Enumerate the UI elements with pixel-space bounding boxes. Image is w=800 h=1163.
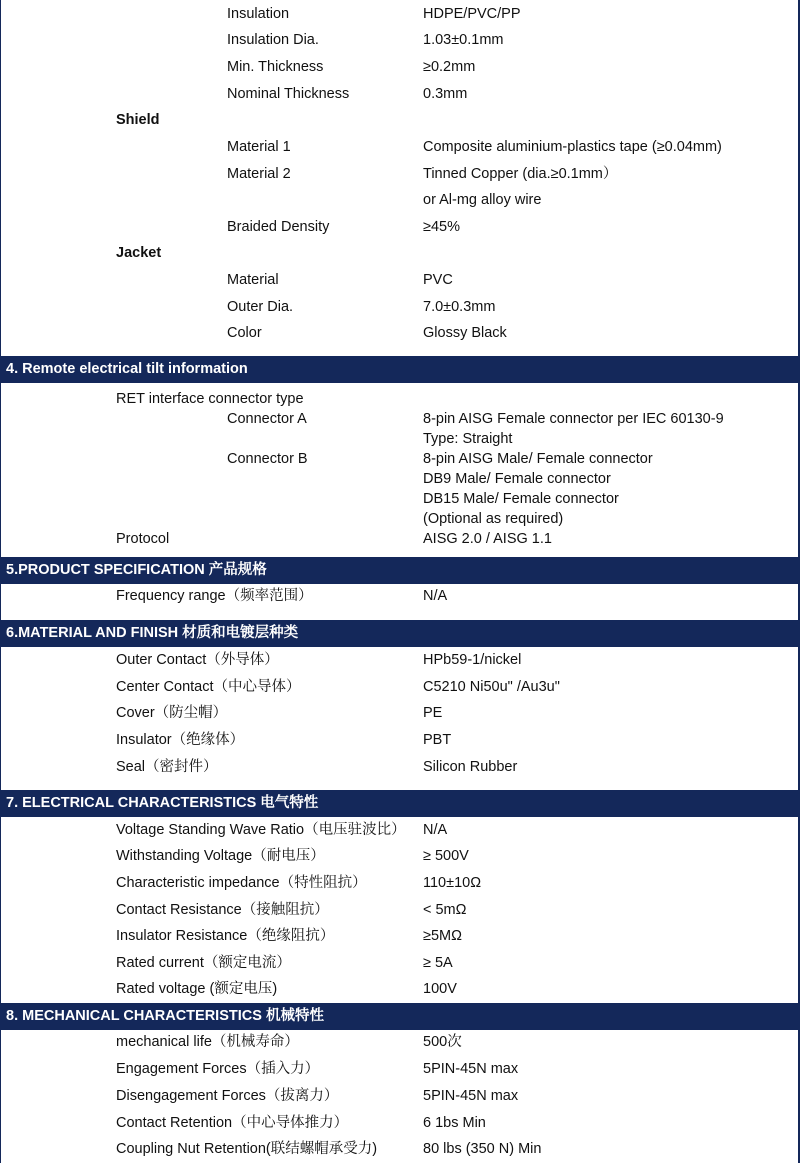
spec-row-impedance (0, 873, 800, 893)
ret-connector-b-row-2 (0, 469, 800, 489)
spec-label: mechanical life（机械寿命） (116, 1034, 299, 1050)
ret-connector-b-row (0, 449, 800, 469)
spec-value: ≥45% (423, 219, 460, 235)
ret-connector-b-row-3 (0, 489, 800, 509)
section-title: 8. MECHANICAL CHARACTERISTICS 机械特性 (6, 1008, 324, 1024)
section-title: 4. Remote electrical tilt information (6, 361, 248, 377)
spec-label: Insulation (227, 6, 290, 22)
spec-value: ≥5MΩ (423, 928, 462, 944)
spec-row-nominal-thickness (0, 84, 800, 104)
section-title: 6.MATERIAL AND FINISH 材质和电镀层种类 (6, 625, 299, 641)
spec-value: N/A (423, 588, 448, 604)
spec-row-min-thickness (0, 57, 800, 77)
spec-value: 1.03±0.1mm (423, 32, 504, 48)
ret-connector-a-row (0, 409, 800, 429)
spec-row-mechanical-life (0, 1032, 800, 1052)
spec-value: Silicon Rubber (423, 759, 518, 775)
spec-value: ≥ 5A (423, 955, 453, 971)
ret-interface-label: RET interface connector type (116, 391, 304, 407)
spec-value: 0.3mm (423, 86, 468, 102)
spec-value: PBT (423, 732, 452, 748)
connector-b-label: Connector B (227, 451, 308, 467)
spec-value: PE (423, 705, 443, 721)
spec-row-shield-material-2 (0, 164, 800, 184)
spec-label: Nominal Thickness (227, 86, 350, 102)
spec-label: Cover（防尘帽） (116, 705, 228, 721)
section-header-ret (0, 356, 800, 383)
jacket-heading: Jacket (116, 245, 162, 261)
spec-value: 6 1bs Min (423, 1115, 486, 1131)
connector-a-line: 8-pin AISG Female connector per IEC 60130-9 (423, 411, 724, 427)
spec-label: Material 1 (227, 139, 291, 155)
spec-value: or Al-mg alloy wire (423, 192, 542, 208)
ret-protocol-row (0, 529, 800, 549)
spec-value: C5210 Ni50u" /Au3u" (423, 679, 560, 695)
spec-value: Glossy Black (423, 325, 507, 341)
connector-b-line: DB15 Male/ Female connector (423, 491, 619, 507)
spec-row-frequency-range (0, 586, 800, 606)
ret-connector-b-row-4 (0, 509, 800, 529)
spec-row-insulator-resistance (0, 926, 800, 946)
spec-label: Characteristic impedance（特性阻抗） (116, 875, 367, 891)
shield-heading-row (0, 110, 800, 130)
spec-label: Material (227, 272, 279, 288)
spec-label: Frequency range（频率范围） (116, 588, 313, 604)
spec-label: Insulator（绝缘体） (116, 732, 245, 748)
spec-row-insulation (0, 4, 800, 24)
spec-value: 5PIN-45N max (423, 1088, 519, 1104)
protocol-label: Protocol (116, 531, 170, 547)
spec-label: Contact Resistance（接触阻抗） (116, 902, 329, 918)
spec-row-shield-material-1 (0, 137, 800, 157)
spec-row-contact-resistance (0, 900, 800, 920)
spec-row-center-contact (0, 677, 800, 697)
spec-row-withstanding-voltage (0, 846, 800, 866)
spec-label: Rated current（额定电流） (116, 955, 291, 971)
spec-label: Contact Retention（中心导体推力） (116, 1115, 349, 1131)
spec-value: N/A (423, 822, 448, 838)
spec-row-outer-contact (0, 650, 800, 670)
connector-b-line: (Optional as required) (423, 511, 564, 527)
section-header-product (0, 557, 800, 584)
spec-value: ≥ 500V (423, 848, 469, 864)
spec-row-seal (0, 757, 800, 777)
shield-heading: Shield (116, 112, 160, 128)
spec-value: < 5mΩ (423, 902, 467, 918)
spec-row-rated-current (0, 953, 800, 973)
spec-label: Center Contact（中心导体） (116, 679, 301, 695)
spec-value: 110±10Ω (423, 875, 482, 891)
spec-label: Withstanding Voltage（耐电压） (116, 848, 325, 864)
spec-value: HPb59-1/nickel (423, 652, 522, 668)
spec-label: Voltage Standing Wave Ratio（电压驻波比） (116, 822, 406, 838)
spec-label: Outer Dia. (227, 299, 294, 315)
ret-interface-row (0, 389, 800, 409)
spec-label: Insulation Dia. (227, 32, 319, 48)
spec-label: Color (227, 325, 262, 341)
spec-row-insulation-dia (0, 30, 800, 50)
spec-label: Engagement Forces（插入力） (116, 1061, 320, 1077)
spec-value: PVC (423, 272, 453, 288)
spec-row-engagement-forces (0, 1059, 800, 1079)
connector-b-line: 8-pin AISG Male/ Female connector (423, 451, 653, 467)
section-title: 7. ELECTRICAL CHARACTERISTICS 电气特性 (6, 795, 319, 811)
spec-row-shield-material-2-alt (0, 190, 800, 210)
spec-value: ≥0.2mm (423, 59, 476, 75)
spec-row-cover (0, 703, 800, 723)
connector-a-line: Type: Straight (423, 431, 513, 447)
spec-label: Braided Density (227, 219, 330, 235)
spec-row-rated-voltage (0, 979, 800, 999)
spec-value: 5PIN-45N max (423, 1061, 519, 1077)
spec-value: 80 lbs (350 N) Min (423, 1141, 542, 1157)
section-header-electrical (0, 790, 800, 817)
spec-row-jacket-outer-dia (0, 297, 800, 317)
spec-row-insulator (0, 730, 800, 750)
spec-value: Tinned Copper (dia.≥0.1mm） (423, 166, 618, 182)
spec-row-jacket-color (0, 323, 800, 343)
section-header-material (0, 620, 800, 647)
section-title: 5.PRODUCT SPECIFICATION 产品规格 (6, 562, 267, 578)
spec-label: Insulator Resistance（绝缘阻抗） (116, 928, 335, 944)
spec-label: Coupling Nut Retention(联结螺帽承受力) (116, 1141, 378, 1157)
spec-row-contact-retention (0, 1113, 800, 1133)
section-header-mechanical (0, 1003, 800, 1030)
spec-label: Min. Thickness (227, 59, 324, 75)
jacket-heading-row (0, 243, 800, 263)
spec-row-braided-density (0, 217, 800, 237)
protocol-value: AISG 2.0 / AISG 1.1 (423, 531, 552, 547)
spec-label: Rated voltage (额定电压) (116, 981, 278, 997)
spec-row-disengagement-forces (0, 1086, 800, 1106)
spec-value: 7.0±0.3mm (423, 299, 496, 315)
spec-value: 500次 (423, 1034, 462, 1050)
connector-b-line: DB9 Male/ Female connector (423, 471, 611, 487)
spec-label: Disengagement Forces（拔离力） (116, 1088, 339, 1104)
spec-label: Seal（密封件） (116, 759, 218, 775)
connector-a-label: Connector A (227, 411, 307, 427)
spec-row-coupling-nut-retention (0, 1139, 800, 1159)
ret-connector-a-row-2 (0, 429, 800, 449)
spec-value: HDPE/PVC/PP (423, 6, 521, 22)
spec-value: 100V (423, 981, 457, 997)
spec-label: Material 2 (227, 166, 291, 182)
spec-value: Composite aluminium-plastics tape (≥0.04mm) (423, 139, 722, 155)
spec-label: Outer Contact（外导体） (116, 652, 279, 668)
spec-row-jacket-material (0, 270, 800, 290)
spec-row-vswr (0, 820, 800, 840)
